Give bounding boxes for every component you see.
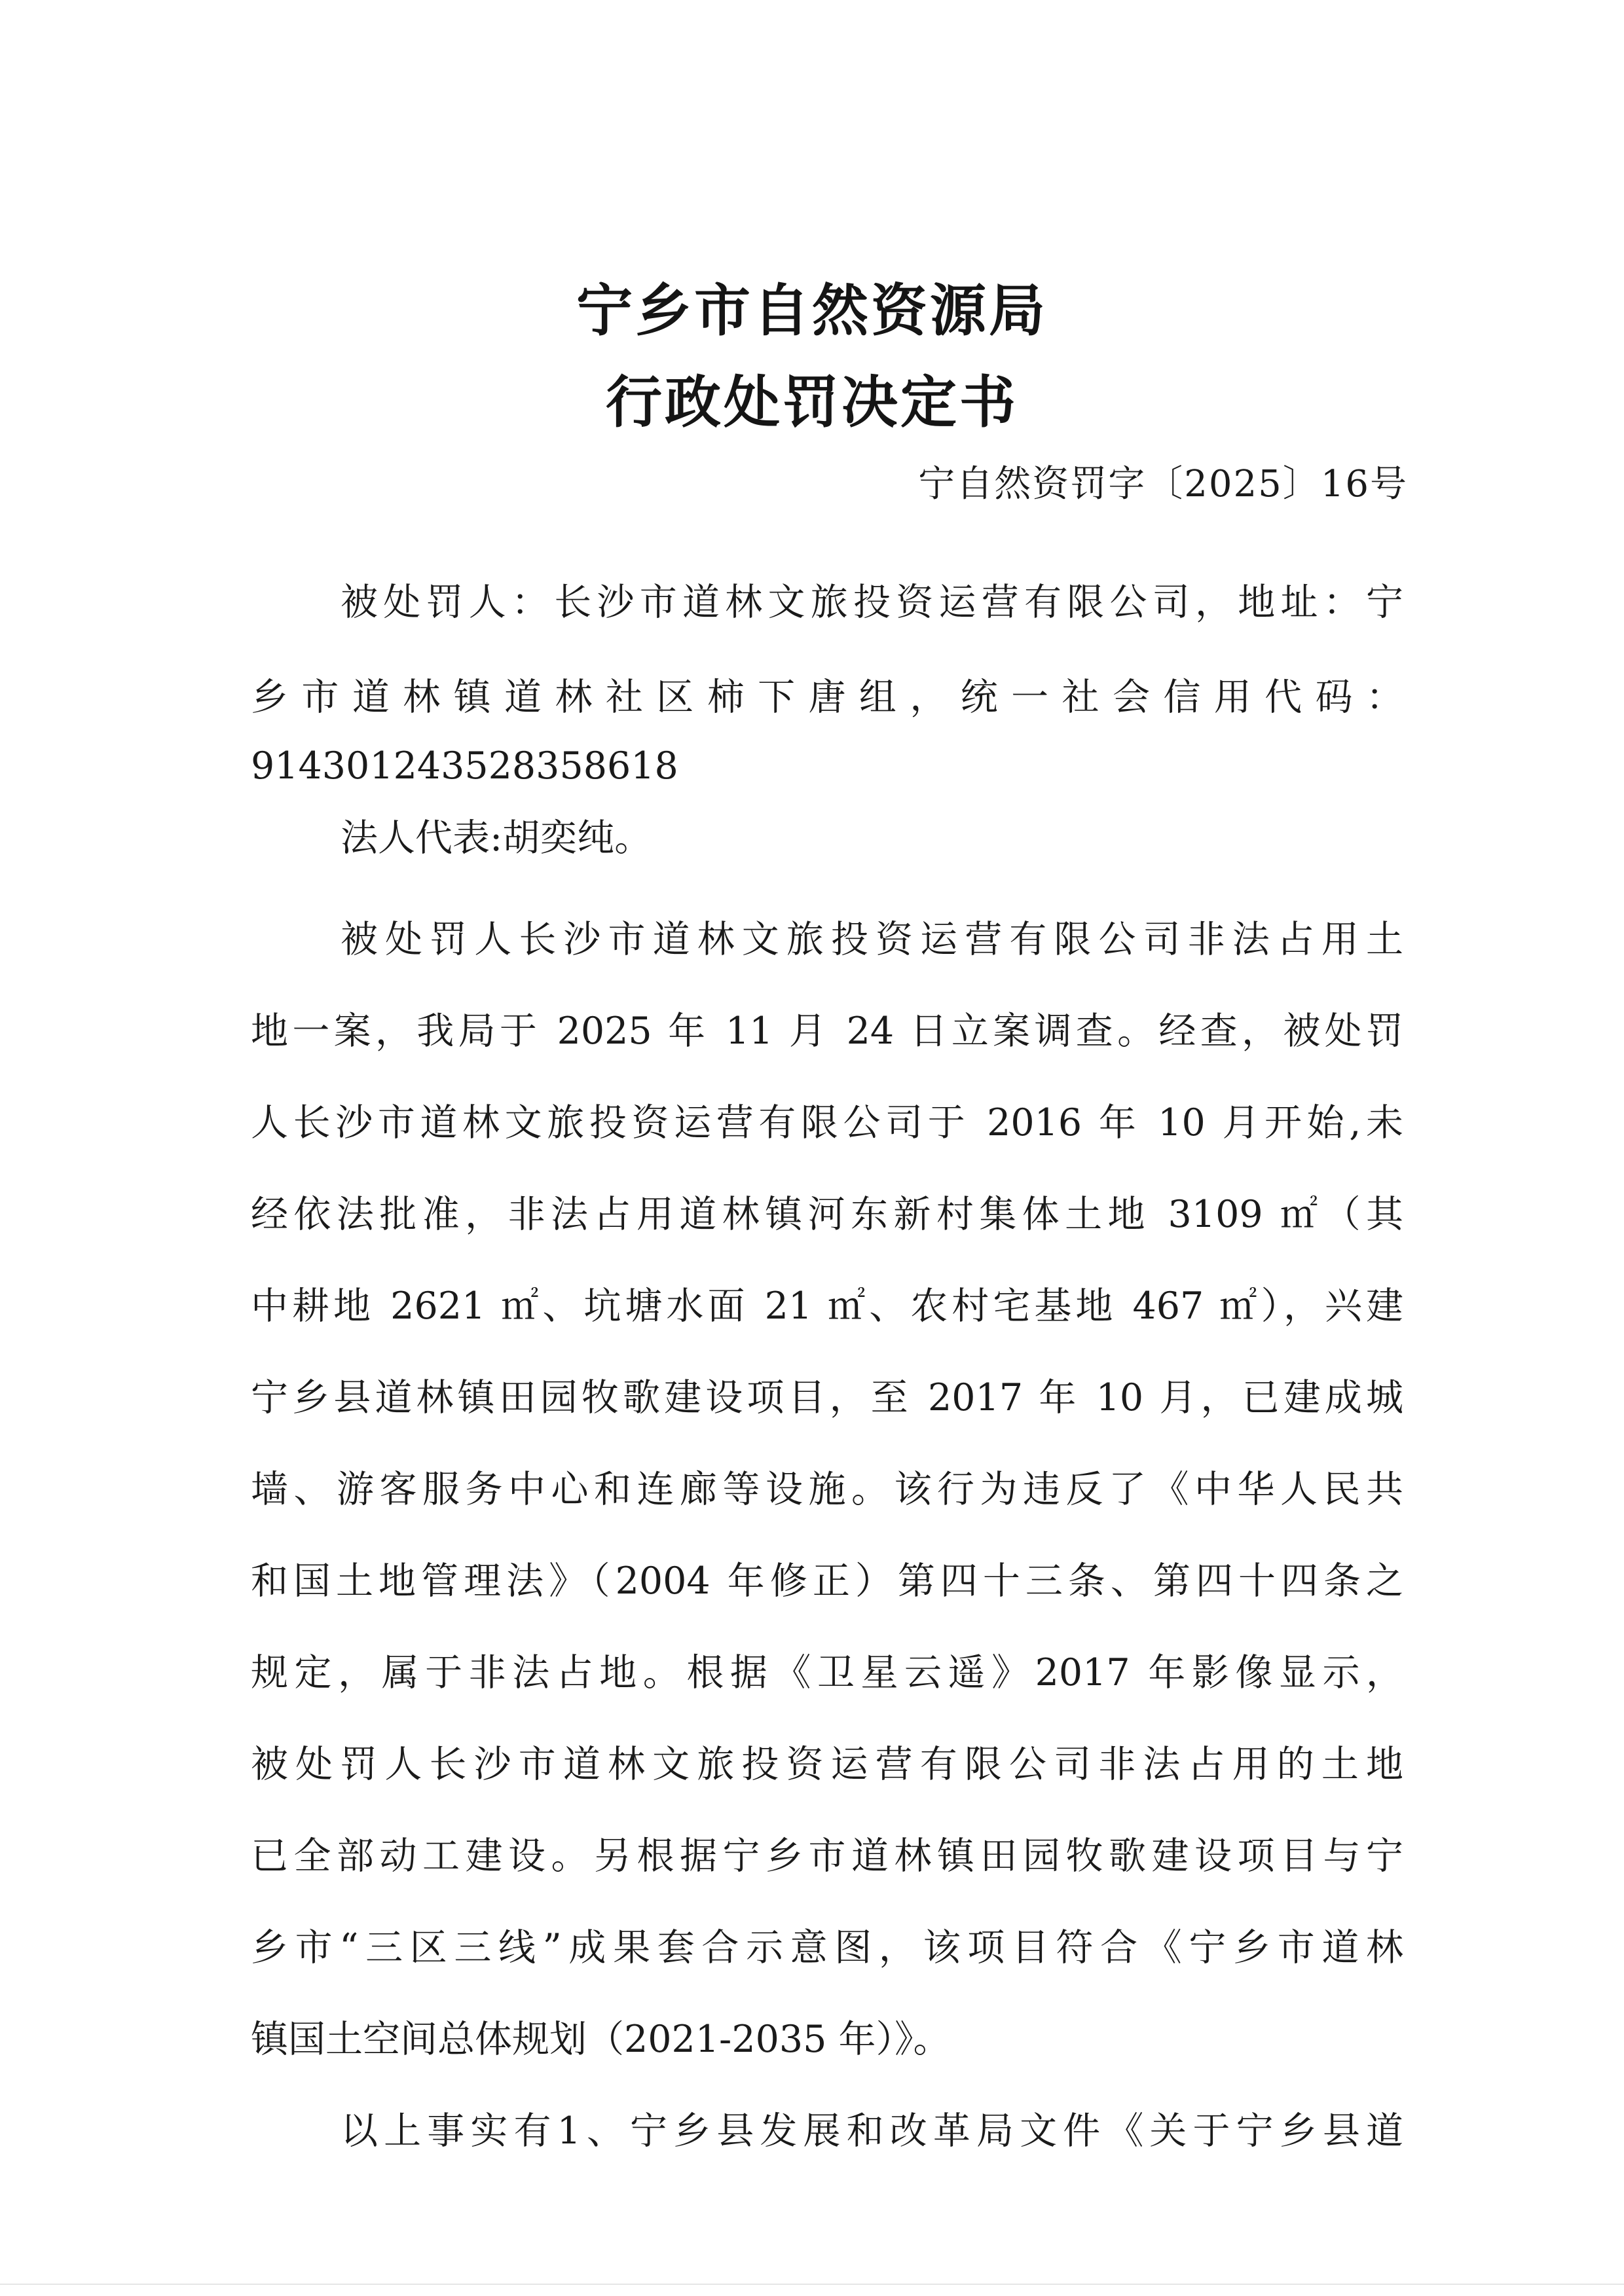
scan-edge-rule: [0, 2284, 1624, 2285]
body-line-13: 规定，属于非法占地。根据《卫星云遥》2017 年影像显示，: [251, 1651, 1403, 1694]
body-line-5: 被处罚人长沙市道林文旅投资运营有限公司非法占用土: [341, 918, 1403, 961]
body-line-15: 已全部动工建设。另根据宁乡市道林镇田园牧歌建设项目与宁: [251, 1834, 1403, 1878]
body-line-9: 中耕地 2621 ㎡、坑塘水面 21 ㎡、农村宅基地 467 ㎡），兴建: [251, 1285, 1403, 1328]
document-title-type: 行政处罚决定书: [606, 370, 1018, 435]
legal-representative: 法人代表:胡奕纯。: [341, 816, 652, 860]
body-line-6: 地一案，我局于 2025 年 11 月 24 日立案调查。经查，被处罚: [251, 1010, 1403, 1053]
body-line-1: 被处罚人：长沙市道林文旅投资运营有限公司，地址：宁: [341, 581, 1403, 624]
body-line-17: 镇国土空间总体规划（2021-2035 年）》。: [251, 2018, 951, 2061]
body-line-18: 以上事实有1、宁乡县发展和改革局文件《关于宁乡县道: [341, 2109, 1403, 2153]
body-line-14: 被处罚人长沙市道林文旅投资运营有限公司非法占用的土地: [251, 1743, 1403, 1786]
body-line-12: 和国土地管理法》（2004 年修正）第四十三条、第四十四条之: [251, 1559, 1403, 1603]
body-line-8: 经依法批准，非法占用道林镇河东新村集体土地 3109 ㎡（其: [251, 1193, 1403, 1236]
body-line-16: 乡市“三区三线”成果套合示意图，该项目符合《宁乡市道林: [251, 1926, 1403, 1969]
body-line-11: 墙、游客服务中心和连廊等设施。该行为违反了《中华人民共: [251, 1468, 1403, 1511]
body-line-7: 人长沙市道林文旅投资运营有限公司于 2016 年 10 月开始,未: [251, 1101, 1403, 1144]
body-line-10: 宁乡县道林镇田园牧歌建设项目，至 2017 年 10 月，已建成城: [251, 1376, 1403, 1419]
document-number: 宁自然资罚字〔2025〕16号: [918, 463, 1408, 505]
document-title-agency: 宁乡市自然资源局: [576, 278, 1048, 344]
credit-code: 914301243528358618: [251, 744, 678, 788]
body-line-2: 乡市道林镇道林社区柿下唐组，统一社会信用代码：: [251, 676, 1403, 719]
